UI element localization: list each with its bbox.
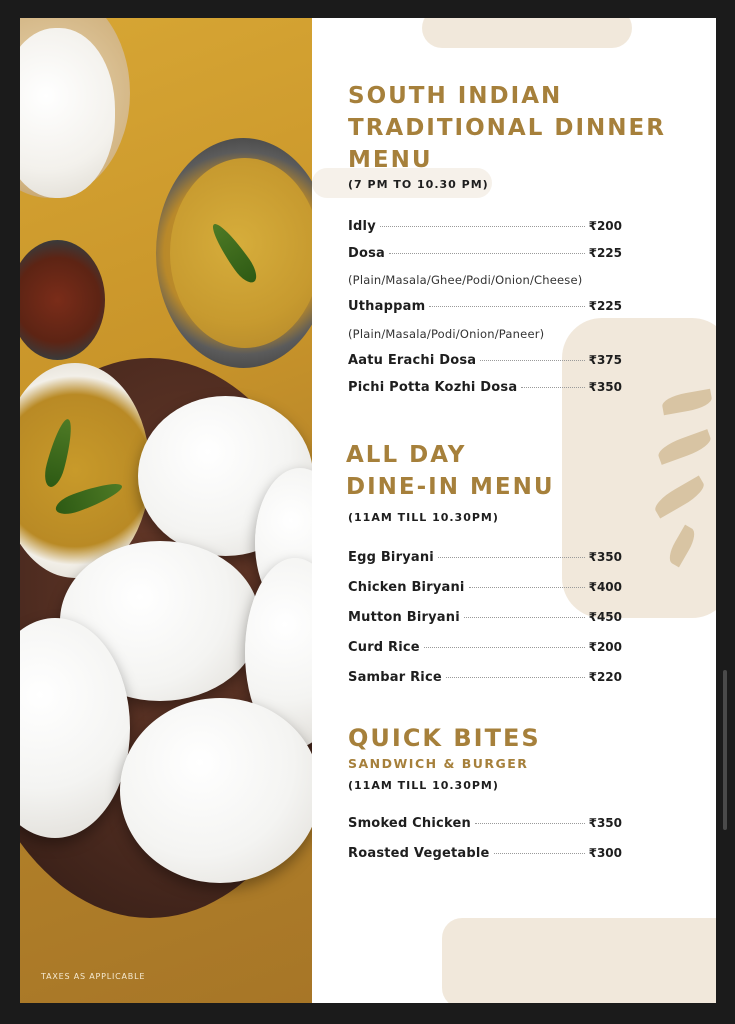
item-name: Smoked Chicken [348, 816, 471, 831]
dot-leader [480, 360, 584, 361]
taxes-note: TAXES AS APPLICABLE [41, 972, 146, 981]
allday-title-line1: ALL DAY [346, 442, 467, 468]
menu-item [348, 580, 622, 598]
quick-kicker: SANDWICH & BURGER [348, 756, 529, 771]
dinner-timing: (7 PM TO 10.30 PM) [348, 178, 489, 191]
item-name: Pichi Potta Kozhi Dosa [348, 380, 518, 395]
item-price: ₹200 [588, 640, 622, 654]
menu-item [348, 353, 622, 371]
item-name: Roasted Vegetable [348, 846, 490, 861]
menu-item [348, 380, 622, 398]
item-price: ₹225 [588, 246, 622, 260]
dot-leader [469, 587, 585, 588]
quick-timing: (11AM TILL 10.30PM) [348, 779, 499, 792]
menu-item [348, 246, 622, 264]
item-price: ₹375 [588, 353, 622, 367]
menu-item [348, 670, 622, 688]
dot-leader [446, 677, 585, 678]
item-price: ₹350 [588, 816, 622, 830]
item-name: Sambar Rice [348, 670, 442, 685]
item-name: Aatu Erachi Dosa [348, 353, 477, 368]
item-name: Chicken Biryani [348, 580, 465, 595]
dot-leader [475, 823, 585, 824]
idly [120, 698, 312, 883]
food-photo [20, 18, 312, 1003]
chutney-bowl [20, 240, 105, 360]
dot-leader [380, 226, 585, 227]
menu-page [20, 18, 716, 1003]
item-name: Dosa [348, 246, 386, 261]
item-name: Curd Rice [348, 640, 420, 655]
dinner-title-line3: MENU [348, 147, 433, 173]
item-price: ₹300 [588, 846, 622, 860]
menu-panel [312, 18, 716, 1003]
dinner-title-line1: SOUTH INDIAN [348, 83, 563, 109]
item-name: Mutton Biryani [348, 610, 460, 625]
dot-leader [429, 306, 584, 307]
item-price: ₹400 [588, 580, 622, 594]
menu-item [348, 610, 622, 628]
dot-leader [424, 647, 585, 648]
item-price: ₹450 [588, 610, 622, 624]
menu-item [348, 640, 622, 658]
menu-item [348, 550, 622, 568]
brush-wash [442, 918, 716, 1003]
item-price: ₹350 [588, 380, 622, 394]
item-name: Idly [348, 219, 376, 234]
item-name: Uthappam [348, 299, 426, 314]
scrollbar-thumb[interactable] [723, 670, 727, 830]
allday-title-line2: DINE-IN MENU [346, 474, 555, 500]
dot-leader [464, 617, 585, 618]
menu-item [348, 816, 622, 834]
item-note: (Plain/Masala/Podi/Onion/Paneer) [348, 327, 545, 341]
item-name: Egg Biryani [348, 550, 434, 565]
item-price: ₹220 [588, 670, 622, 684]
menu-item [348, 299, 622, 317]
dot-leader [521, 387, 584, 388]
quick-title: QUICK BITES [348, 724, 541, 752]
dot-leader [438, 557, 585, 558]
brush-wash [422, 18, 632, 48]
dot-leader [494, 853, 585, 854]
item-price: ₹350 [588, 550, 622, 564]
menu-item [348, 846, 622, 864]
dinner-title-line2: TRADITIONAL DINNER [348, 115, 666, 141]
dot-leader [389, 253, 585, 254]
item-price: ₹225 [588, 299, 622, 313]
menu-item [348, 219, 622, 237]
item-price: ₹200 [588, 219, 622, 233]
item-note: (Plain/Masala/Ghee/Podi/Onion/Cheese) [348, 273, 583, 287]
allday-timing: (11AM TILL 10.30PM) [348, 511, 499, 524]
